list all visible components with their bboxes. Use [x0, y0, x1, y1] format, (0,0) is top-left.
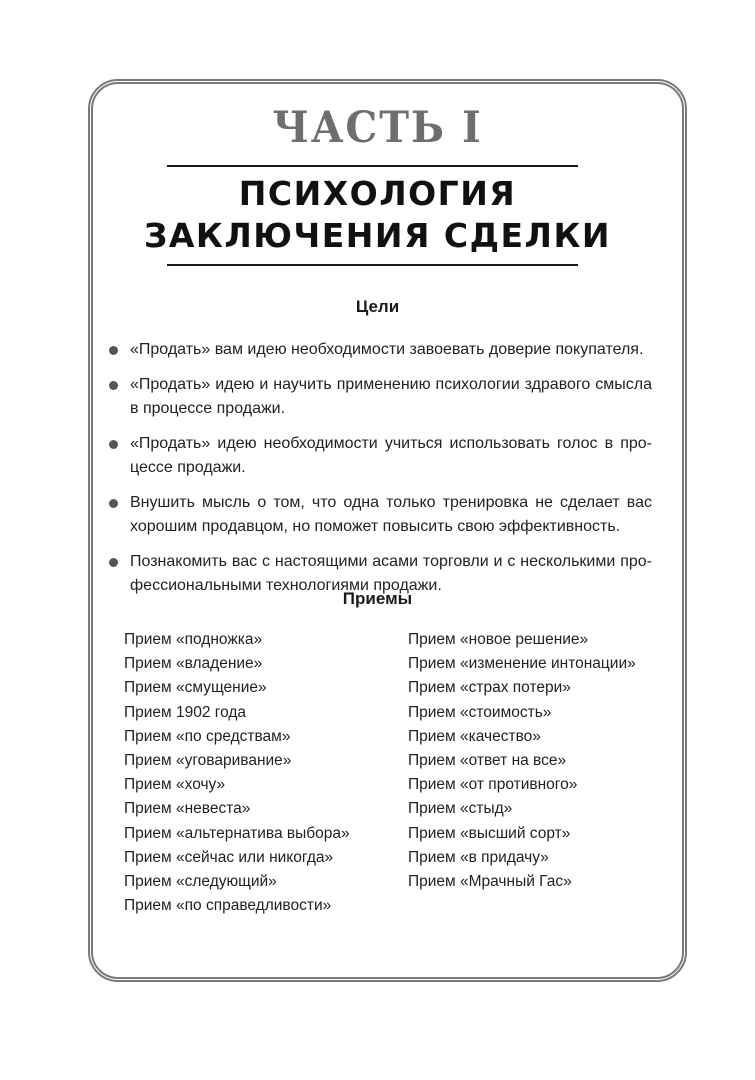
- goal-item: Внушить мысль о том, что одна только тренировка не сделает вас хорошим продавцом, но поможет повысить свою эффективность.: [107, 491, 652, 539]
- technique-item: Прием «качество»: [408, 727, 541, 745]
- techniques-right-column: [408, 628, 636, 894]
- technique-item: Прием «стыд»: [408, 800, 513, 818]
- bullet-icon: [109, 346, 118, 355]
- bullet-icon: [109, 499, 118, 508]
- bullet-icon: [109, 381, 118, 390]
- technique-item: Прием «подножка»: [124, 631, 263, 648]
- bullet-icon: [109, 440, 118, 449]
- technique-item: Прием «страх потери»: [408, 679, 571, 697]
- goals-list: [107, 338, 652, 609]
- technique-item: Прием «следующий»: [124, 873, 277, 891]
- goal-item: Познакомить вас с настоящими асами торговли и с несколькими профессиональными технологиями продажи.: [107, 550, 652, 598]
- technique-item: Прием «владение»: [124, 655, 263, 673]
- title-rule-bottom: [167, 264, 578, 266]
- technique-item: Прием «по справедливости»: [124, 897, 332, 915]
- technique-item: Прием «Мрачный Гас»: [408, 873, 572, 891]
- part-label: ЧАСТЬ I: [272, 102, 483, 153]
- technique-item: Прием «уговаривание»: [124, 752, 292, 770]
- goal-item: «Продать» идею необходимости учиться использовать голос в процессе продажи.: [107, 432, 652, 480]
- techniques-heading: Приемы: [342, 589, 413, 608]
- technique-item: Прием «новое решение»: [408, 631, 589, 648]
- chapter-title-line-2: ЗАКЛЮЧЕНИЯ СДЕЛКИ: [143, 216, 612, 255]
- techniques-left-column: [124, 628, 350, 918]
- technique-item: Прием «от противного»: [408, 776, 578, 794]
- goal-item: «Продать» идею и научить применению психологии здравого смысла в процессе продажи.: [107, 373, 652, 421]
- technique-item: Прием «по средствам»: [124, 727, 291, 745]
- technique-item: Прием «изменение интонации»: [408, 655, 636, 673]
- technique-item: Прием «ответ на все»: [408, 752, 567, 770]
- technique-item: Прием «в придачу»: [408, 848, 549, 866]
- technique-item: Прием «невеста»: [124, 800, 251, 818]
- title-rule-top: [167, 165, 578, 167]
- technique-item: Прием «хочу»: [124, 776, 226, 794]
- goals-heading: Цели: [355, 297, 400, 316]
- technique-item: Прием «смущение»: [124, 679, 267, 697]
- technique-item: Прием «высший сорт»: [408, 824, 571, 842]
- chapter-title-line-1: ПСИХОЛОГИЯ: [238, 174, 517, 213]
- bullet-icon: [109, 558, 118, 567]
- technique-item: Прием 1902 года: [124, 703, 247, 721]
- technique-item: Прием «стоимость»: [408, 703, 552, 721]
- technique-item: Прием «альтернатива выбора»: [124, 824, 350, 842]
- goal-item: «Продать» вам идею необходимости завоевать доверие покупателя.: [107, 338, 652, 362]
- technique-item: Прием «сейчас или никогда»: [124, 848, 334, 866]
